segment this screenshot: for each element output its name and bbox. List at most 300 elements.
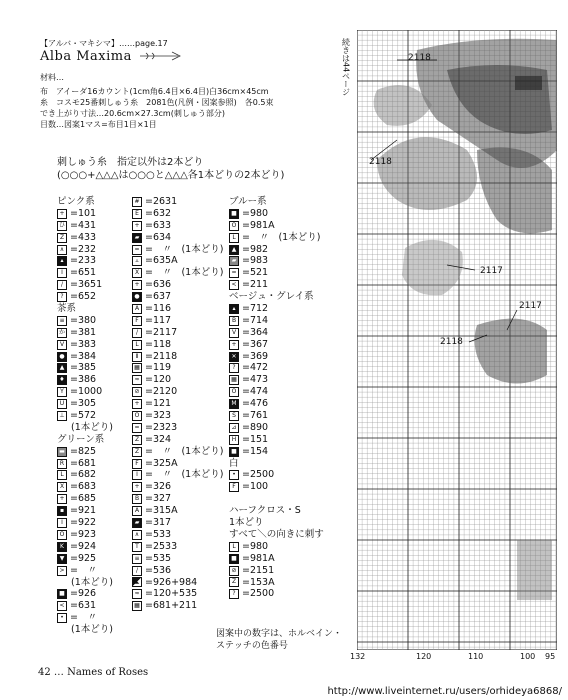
thread-heading-line: 刺しゅう糸 指定以外は2本どり	[57, 157, 204, 168]
legend-heading: ピンク系	[57, 196, 95, 207]
callout-label: 2118	[369, 157, 392, 167]
legend-entry	[57, 351, 113, 363]
stitch-symbol-icon: ●	[57, 352, 67, 362]
stitch-symbol-icon: T	[132, 542, 142, 552]
stitch-symbol-icon: M	[229, 399, 239, 409]
stitch-symbol-icon: ▪	[57, 506, 67, 516]
color-number: =211	[242, 279, 269, 291]
stitch-symbol-icon: ▼	[57, 554, 67, 564]
color-number: =651	[70, 267, 97, 279]
color-number: =386	[70, 374, 97, 386]
color-number: = 〃 (1本どり)	[145, 445, 224, 457]
legend-heading: グリーン系	[57, 433, 105, 445]
legend-entry	[132, 493, 223, 505]
callout-label: 2117	[519, 301, 542, 311]
legend-entry	[229, 565, 324, 577]
legend-entry	[57, 517, 113, 529]
legend-entry	[229, 351, 324, 363]
legend-entry	[57, 588, 113, 600]
stitch-symbol-icon: か	[58, 328, 65, 336]
color-number: =367	[242, 338, 269, 350]
color-number: =120	[145, 374, 172, 386]
color-number: =324	[145, 433, 172, 445]
color-number: =119	[145, 362, 172, 374]
legend-entry	[57, 267, 113, 279]
color-number: =535	[145, 552, 172, 564]
callout-label: 2117	[480, 266, 503, 276]
legend-entry	[132, 422, 223, 434]
color-number: =2118	[145, 350, 178, 362]
color-number: =327	[145, 493, 172, 505]
legend-entry	[57, 481, 113, 493]
color-number: =154	[242, 445, 269, 457]
color-number: = 〃	[70, 564, 97, 576]
legend-entry	[57, 565, 113, 577]
stitch-symbol-icon: ≡	[132, 554, 142, 564]
color-number: =637	[145, 291, 172, 303]
color-number: =982	[242, 243, 269, 255]
legend-note: (1本どり)	[71, 624, 113, 636]
color-number: =101	[70, 207, 97, 219]
color-number: =116	[145, 303, 172, 315]
stitch-symbol-icon: /	[57, 280, 67, 290]
stitch-symbol-icon: V	[57, 340, 67, 350]
stitch-symbol-icon: ▰	[229, 256, 239, 266]
stitch-symbol-icon: ▦	[132, 601, 142, 611]
stitch-symbol-icon: =	[229, 268, 239, 278]
stitch-symbol-icon: /	[132, 328, 142, 338]
legend-entry	[57, 493, 113, 505]
color-number: =2500	[242, 588, 275, 600]
legend-entry	[132, 541, 223, 553]
note-line: 図案中の数字は、ホルベイン・	[216, 629, 343, 639]
continuation-label	[340, 38, 352, 98]
stitch-symbol-icon: B	[229, 316, 239, 326]
pattern-title: Alba Maxima	[40, 49, 132, 64]
axis-label: 95	[545, 652, 556, 661]
stitch-symbol-icon: ▦	[229, 375, 239, 385]
legend-entry	[132, 565, 223, 577]
stitch-symbol-icon: ■	[57, 589, 67, 599]
legend-entry	[132, 220, 223, 232]
stitch-symbol-icon: ⊘	[132, 387, 142, 397]
legend-entry	[57, 232, 113, 244]
holbein-note	[216, 628, 342, 652]
color-number: = 〃 (1本どり)	[145, 469, 224, 481]
stitch-symbol-icon: •	[57, 613, 67, 623]
legend-spacer	[229, 493, 324, 505]
color-number: =983	[242, 255, 269, 267]
legend-entry	[229, 303, 324, 315]
legend-entry	[57, 529, 113, 541]
color-number: =924	[70, 540, 97, 552]
stitch-symbol-icon: L	[57, 470, 67, 480]
stitch-symbol-icon: ▰	[132, 233, 142, 243]
color-number: =383	[70, 338, 97, 350]
color-number: =632	[145, 207, 172, 219]
legend-entry	[57, 279, 113, 291]
stitch-symbol-icon: =	[132, 423, 142, 433]
legend-entry	[132, 434, 223, 446]
materials-line: 材料…	[40, 73, 64, 82]
stitch-symbol-icon: <	[57, 601, 67, 611]
legend-entry	[132, 279, 223, 291]
stitch-symbol-icon: F	[229, 482, 239, 492]
color-number: =925	[70, 552, 97, 564]
color-number: =305	[70, 398, 97, 410]
legend-entry	[229, 315, 324, 327]
legend-entry	[229, 410, 324, 422]
legend-entry	[229, 267, 324, 279]
legend-entry	[229, 422, 324, 434]
legend-entry	[229, 398, 324, 410]
stitch-symbol-icon: ♦	[57, 375, 67, 385]
legend-entry	[132, 505, 223, 517]
color-number: =2533	[145, 540, 178, 552]
color-number: =923	[70, 528, 97, 540]
legend-note: (1本どり)	[71, 576, 113, 588]
stitch-symbol-icon: O	[229, 387, 239, 397]
stitch-symbol-icon: ▲	[57, 363, 67, 373]
stitch-symbol-icon: +	[132, 482, 142, 492]
legend-heading: ブルー系	[229, 196, 267, 207]
color-number: =364	[242, 326, 269, 338]
color-number: =890	[242, 421, 269, 433]
legend-entry	[229, 208, 324, 220]
legend-entry	[57, 458, 113, 470]
legend-entry	[229, 588, 324, 600]
legend-entry	[132, 374, 223, 386]
thread-heading-line: (○○○+△△△は○○○と△△△各1本どりの2本どり)	[57, 170, 285, 181]
ornament-icon	[138, 50, 184, 62]
stitch-symbol-icon: ∧	[132, 530, 142, 540]
legend-entry	[57, 386, 113, 398]
color-number: =2323	[145, 421, 178, 433]
legend-column-1	[57, 196, 113, 636]
stitch-symbol-icon: +	[132, 399, 142, 409]
legend-entry	[229, 327, 324, 339]
color-number: =472	[242, 362, 269, 374]
color-number: =117	[145, 314, 172, 326]
color-number: = 〃 (1本どり)	[242, 231, 321, 243]
stitch-symbol-icon: ∧	[57, 245, 67, 255]
stitch-symbol-icon: X	[132, 268, 142, 278]
legend-entry	[132, 398, 223, 410]
color-number: =121	[145, 398, 172, 410]
legend-entry	[57, 327, 113, 339]
color-number: =681	[70, 457, 97, 469]
legend-entry	[229, 244, 324, 256]
stitch-symbol-icon: O	[229, 221, 239, 231]
legend-entry	[57, 553, 113, 565]
stitch-symbol-icon: ▬	[57, 447, 67, 457]
stitch-symbol-icon: A	[132, 304, 142, 314]
legend-entry	[57, 541, 113, 553]
stitch-symbol-icon: ▲	[229, 245, 239, 255]
stitch-symbol-icon: U	[57, 399, 67, 409]
legend-entry	[132, 291, 223, 303]
stitch-block	[515, 76, 542, 90]
color-number: =473	[242, 374, 269, 386]
color-number: =981A	[242, 219, 275, 231]
legend-entry	[132, 351, 223, 363]
legend-entry	[132, 327, 223, 339]
legend-entry	[132, 410, 223, 422]
legend-note: (1本どり)	[71, 421, 113, 433]
legend-entry	[132, 481, 223, 493]
color-number: =233	[70, 255, 97, 267]
color-number: =315A	[145, 505, 178, 517]
color-number: =476	[242, 398, 269, 410]
color-number: =521	[242, 267, 269, 279]
color-number: =384	[70, 350, 97, 362]
legend-entry	[229, 386, 324, 398]
legend-entry	[229, 541, 324, 553]
color-number: =636	[145, 279, 172, 291]
legend-entry	[132, 196, 223, 208]
color-number: =714	[242, 314, 269, 326]
stitch-symbol-icon: ■	[229, 447, 239, 457]
axis-label: 100	[520, 652, 536, 661]
legend-entry	[132, 208, 223, 220]
legend-entry	[229, 374, 324, 386]
color-number: =922	[70, 517, 97, 529]
callout-label: 2118	[408, 53, 431, 63]
stitch-symbol-icon: L	[229, 542, 239, 552]
materials-line: 糸 コスモ25番刺しゅう糸 2081色(凡例・図案参照) 各0.5束	[40, 98, 274, 107]
stitch-symbol-icon: +	[229, 340, 239, 350]
stitch-symbol-icon: +	[57, 209, 67, 219]
stitch-symbol-icon: ⊿	[229, 423, 239, 433]
legend-entry	[57, 398, 113, 410]
legend-heading: すべて＼の向きに刺す	[229, 528, 324, 540]
thread-heading	[57, 156, 284, 182]
stitch-symbol-icon: Z	[132, 447, 142, 457]
stitch-symbol-icon: ≈	[132, 589, 142, 599]
color-number: =761	[242, 410, 269, 422]
color-number: = 〃 (1本どり)	[145, 267, 224, 279]
axis-label: 120	[416, 652, 432, 661]
legend-entry	[229, 232, 324, 244]
color-number: =926	[70, 588, 97, 600]
stitch-symbol-icon: >	[57, 566, 67, 576]
legend-entry	[229, 434, 324, 446]
stitch-symbol-icon: ◣	[132, 577, 142, 587]
color-number: =631	[70, 600, 97, 612]
legend-entry	[132, 588, 223, 600]
legend-entry	[229, 220, 324, 232]
color-number: =981A	[242, 552, 275, 564]
color-number: =380	[70, 314, 97, 326]
color-number: =381	[70, 326, 97, 338]
color-number: =926+984	[145, 576, 198, 588]
stitch-symbol-icon: I	[57, 518, 67, 528]
color-number: =385	[70, 362, 97, 374]
legend-entry	[132, 339, 223, 351]
legend-entry	[229, 339, 324, 351]
stitch-symbol-icon: X	[57, 482, 67, 492]
legend-heading: ハーフクロス・S	[229, 505, 301, 517]
stitch-symbol-icon: ⊘	[229, 566, 239, 576]
color-number: =1000	[70, 386, 103, 398]
continuation-text: 続きは44ページ	[341, 38, 351, 97]
color-number: =682	[70, 469, 97, 481]
legend-entry	[57, 612, 113, 624]
legend-entry	[229, 446, 324, 458]
color-number: =683	[70, 481, 97, 493]
legend-entry	[57, 244, 113, 256]
stitch-symbol-icon: ?	[229, 589, 239, 599]
materials-line: でき上がり寸法…20.6cm×27.3cm(刺しゅう部分)	[40, 109, 225, 118]
stitch-symbol-icon: ■	[229, 554, 239, 564]
legend-entry	[57, 374, 113, 386]
stitch-symbol-icon: +	[132, 221, 142, 231]
legend-entry	[132, 255, 223, 267]
stitch-symbol-icon: K	[57, 542, 67, 552]
color-number: =2117	[145, 326, 178, 338]
legend-entry	[132, 303, 223, 315]
legend-column-2	[132, 196, 223, 612]
legend-column-3	[229, 196, 324, 600]
stitch-symbol-icon: ?	[57, 292, 67, 302]
stitch-symbol-icon: V	[229, 328, 239, 338]
legend-entry	[229, 362, 324, 374]
color-number: =118	[145, 338, 172, 350]
color-number: =685	[70, 493, 97, 505]
legend-entry	[132, 600, 223, 612]
stitch-symbol-icon: ▦	[132, 363, 142, 373]
stitch-block	[517, 540, 552, 600]
color-number: =232	[70, 243, 97, 255]
color-number: =151	[242, 433, 269, 445]
stitch-symbol-icon: F	[132, 459, 142, 469]
stitch-symbol-icon: ≈	[132, 375, 142, 385]
legend-entry	[229, 553, 324, 565]
color-number: =2500	[242, 469, 275, 481]
stitch-symbol-icon: Z	[132, 435, 142, 445]
color-number: =317	[145, 517, 172, 529]
color-number: =325A	[145, 457, 178, 469]
stitch-symbol-icon: +	[57, 494, 67, 504]
color-number: =634	[145, 231, 172, 243]
stitch-symbol-icon: •	[229, 470, 239, 480]
stitch-symbol-icon: ?	[229, 363, 239, 373]
color-number: =153A	[242, 576, 275, 588]
stitch-symbol-icon: ■	[229, 209, 239, 219]
stitch-symbol-icon: /	[132, 566, 142, 576]
legend-entry	[57, 208, 113, 220]
legend-entry	[132, 553, 223, 565]
legend-entry	[57, 505, 113, 517]
stitch-symbol-icon: ひ	[58, 221, 65, 229]
legend-entry	[229, 481, 324, 493]
color-number: =825	[70, 445, 97, 457]
stitch-symbol-icon: I	[57, 268, 67, 278]
color-number: =369	[242, 350, 269, 362]
color-number: =681+211	[145, 600, 198, 612]
legend-heading: 白	[229, 457, 239, 469]
stitch-symbol-icon: ▴	[57, 256, 67, 266]
legend-heading: ベージュ・グレイ系	[229, 291, 314, 303]
legend-entry	[57, 255, 113, 267]
legend-entry	[132, 458, 223, 470]
callout-label: 2118	[440, 337, 463, 347]
source-url[interactable]: http://www.liveinternet.ru/users/orhideya6868/	[327, 686, 562, 697]
stitch-symbol-icon: O	[57, 530, 67, 540]
color-number: =326	[145, 481, 172, 493]
stitch-symbol-icon: Z	[229, 577, 239, 587]
color-number: =2151	[242, 564, 275, 576]
stitch-symbol-icon: ●	[132, 292, 142, 302]
legend-entry	[132, 446, 223, 458]
materials-line: 布 アイーダ16カウント(1cm角6.4目×6.4目)白36cm×45cm	[40, 87, 269, 96]
stitch-symbol-icon: L	[132, 340, 142, 350]
legend-heading: 茶系	[57, 303, 77, 315]
color-number: =100	[242, 481, 269, 493]
stitch-symbol-icon: E	[132, 209, 142, 219]
legend-entry	[132, 267, 223, 279]
legend-entry	[57, 446, 113, 458]
stitch-symbol-icon: =	[132, 245, 142, 255]
legend-entry	[132, 315, 223, 327]
stitch-symbol-icon: S	[229, 411, 239, 421]
stitch-symbol-icon: Ⅱ	[132, 352, 142, 362]
color-number: =652	[70, 291, 97, 303]
stitch-symbol-icon: F	[132, 316, 142, 326]
legend-entry	[57, 220, 113, 232]
legend-entry	[132, 469, 223, 481]
legend-entry	[132, 244, 223, 256]
legend-entry	[229, 255, 324, 267]
axis-label: 110	[468, 652, 484, 661]
legend-entry	[132, 577, 223, 589]
color-number: = 〃	[70, 612, 97, 624]
color-number: =474	[242, 386, 269, 398]
legend-entry	[57, 291, 113, 303]
note-line: ステッチの色番号	[216, 641, 288, 651]
legend-entry	[229, 279, 324, 291]
stitch-symbol-icon: R	[57, 459, 67, 469]
color-number: =712	[242, 303, 269, 315]
legend-entry	[57, 315, 113, 327]
stitch-symbol-icon: L	[229, 233, 239, 243]
legend-entry	[57, 339, 113, 351]
legend-entry	[57, 600, 113, 612]
color-number: =572	[70, 410, 97, 422]
legend-entry	[132, 517, 223, 529]
color-number: =980	[242, 540, 269, 552]
color-number: =980	[242, 207, 269, 219]
materials-line: 目数…図案1マス=布目1目×1目	[40, 120, 157, 129]
stitch-symbol-icon: B	[132, 494, 142, 504]
axis-label: 132	[350, 652, 366, 661]
stitch-symbol-icon: <	[229, 280, 239, 290]
color-number: =2120	[145, 386, 178, 398]
color-number: =120+535	[145, 588, 198, 600]
stitch-symbol-icon: H	[229, 435, 239, 445]
stitch-symbol-icon: #	[132, 197, 142, 207]
stitch-symbol-icon: Y	[57, 387, 67, 397]
legend-entry	[57, 410, 113, 422]
color-number: =431	[70, 219, 97, 231]
stitch-symbol-icon: ⊥	[57, 411, 67, 421]
stitch-symbol-icon: O	[132, 411, 142, 421]
color-number: =323	[145, 410, 172, 422]
legend-entry	[229, 577, 324, 589]
legend-entry	[57, 469, 113, 481]
stitch-symbol-icon: +	[132, 280, 142, 290]
color-number: =633	[145, 219, 172, 231]
